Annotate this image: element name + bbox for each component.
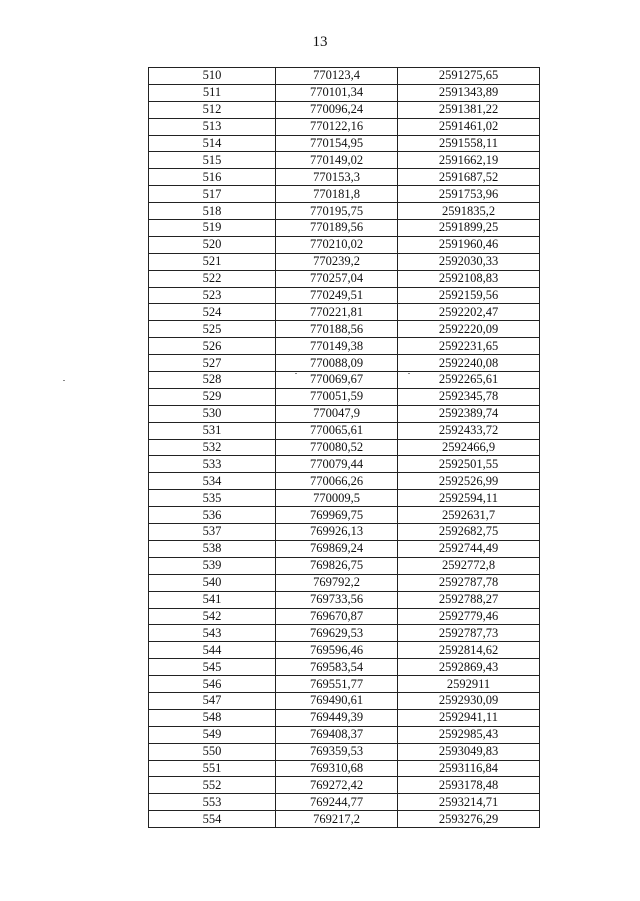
y-coordinate-cell: 2593214,71 — [398, 794, 540, 811]
y-coordinate-cell: 2592788,27 — [398, 591, 540, 608]
point-number-cell: 517 — [149, 186, 276, 203]
table-row — [149, 540, 540, 557]
x-coordinate-cell: 770096,24 — [276, 101, 398, 118]
y-coordinate-cell: 2592030,33 — [398, 253, 540, 270]
x-coordinate-cell: 770221,81 — [276, 304, 398, 321]
table-row — [149, 186, 540, 203]
point-number-cell: 549 — [149, 726, 276, 743]
x-coordinate-cell: 769217,2 — [276, 811, 398, 828]
y-coordinate-cell: 2592772,8 — [398, 557, 540, 574]
point-number-cell: 540 — [149, 574, 276, 591]
table-row — [149, 811, 540, 828]
x-coordinate-cell: 770153,3 — [276, 169, 398, 186]
table-row — [149, 726, 540, 743]
x-coordinate-cell: 770249,51 — [276, 287, 398, 304]
point-number-cell: 535 — [149, 490, 276, 507]
x-coordinate-cell: 769272,42 — [276, 777, 398, 794]
table-row — [149, 236, 540, 253]
point-number-cell: 533 — [149, 456, 276, 473]
table-row — [149, 101, 540, 118]
table-row — [149, 574, 540, 591]
y-coordinate-cell: 2591343,89 — [398, 84, 540, 101]
scan-speck — [295, 373, 297, 374]
x-coordinate-cell: 769449,39 — [276, 709, 398, 726]
point-number-cell: 524 — [149, 304, 276, 321]
table-row — [149, 388, 540, 405]
table-row — [149, 490, 540, 507]
table-row — [149, 372, 540, 389]
table-row — [149, 287, 540, 304]
point-number-cell: 547 — [149, 692, 276, 709]
table-row — [149, 557, 540, 574]
y-coordinate-cell: 2591662,19 — [398, 152, 540, 169]
y-coordinate-cell: 2592787,73 — [398, 625, 540, 642]
table-row — [149, 676, 540, 693]
y-coordinate-cell: 2592682,75 — [398, 524, 540, 541]
y-coordinate-cell: 2591275,65 — [398, 68, 540, 85]
table-row — [149, 625, 540, 642]
point-number-cell: 538 — [149, 540, 276, 557]
y-coordinate-cell: 2592108,83 — [398, 270, 540, 287]
x-coordinate-cell: 770080,52 — [276, 439, 398, 456]
x-coordinate-cell: 770257,04 — [276, 270, 398, 287]
point-number-cell: 534 — [149, 473, 276, 490]
point-number-cell: 537 — [149, 524, 276, 541]
table-row — [149, 659, 540, 676]
x-coordinate-cell: 769969,75 — [276, 507, 398, 524]
table-row — [149, 794, 540, 811]
y-coordinate-cell: 2592466,9 — [398, 439, 540, 456]
point-number-cell: 522 — [149, 270, 276, 287]
y-coordinate-cell: 2593276,29 — [398, 811, 540, 828]
coordinates-table — [148, 67, 540, 828]
point-number-cell: 554 — [149, 811, 276, 828]
point-number-cell: 529 — [149, 388, 276, 405]
point-number-cell: 514 — [149, 135, 276, 152]
y-coordinate-cell: 2591381,22 — [398, 101, 540, 118]
table-row — [149, 355, 540, 372]
x-coordinate-cell: 770149,02 — [276, 152, 398, 169]
x-coordinate-cell: 770210,02 — [276, 236, 398, 253]
x-coordinate-cell: 770154,95 — [276, 135, 398, 152]
point-number-cell: 551 — [149, 760, 276, 777]
y-coordinate-cell: 2593116,84 — [398, 760, 540, 777]
x-coordinate-cell: 770195,75 — [276, 203, 398, 220]
x-coordinate-cell: 769670,87 — [276, 608, 398, 625]
point-number-cell: 518 — [149, 203, 276, 220]
point-number-cell: 511 — [149, 84, 276, 101]
y-coordinate-cell: 2592265,61 — [398, 372, 540, 389]
y-coordinate-cell: 2591461,02 — [398, 118, 540, 135]
x-coordinate-cell: 770189,56 — [276, 220, 398, 237]
x-coordinate-cell: 769629,53 — [276, 625, 398, 642]
x-coordinate-cell: 769310,68 — [276, 760, 398, 777]
point-number-cell: 523 — [149, 287, 276, 304]
x-coordinate-cell: 769244,77 — [276, 794, 398, 811]
y-coordinate-cell: 2592526,99 — [398, 473, 540, 490]
y-coordinate-cell: 2592389,74 — [398, 405, 540, 422]
point-number-cell: 526 — [149, 338, 276, 355]
y-coordinate-cell: 2591835,2 — [398, 203, 540, 220]
y-coordinate-cell: 2591753,96 — [398, 186, 540, 203]
y-coordinate-cell: 2592985,43 — [398, 726, 540, 743]
table-row — [149, 135, 540, 152]
table-row — [149, 169, 540, 186]
table-row — [149, 68, 540, 85]
table-row — [149, 405, 540, 422]
y-coordinate-cell: 2592631,7 — [398, 507, 540, 524]
table-row — [149, 642, 540, 659]
table-row — [149, 591, 540, 608]
y-coordinate-cell: 2592787,78 — [398, 574, 540, 591]
point-number-cell: 516 — [149, 169, 276, 186]
x-coordinate-cell: 769926,13 — [276, 524, 398, 541]
table-row — [149, 152, 540, 169]
point-number-cell: 530 — [149, 405, 276, 422]
point-number-cell: 521 — [149, 253, 276, 270]
table-row — [149, 608, 540, 625]
x-coordinate-cell: 770188,56 — [276, 321, 398, 338]
x-coordinate-cell: 770079,44 — [276, 456, 398, 473]
point-number-cell: 544 — [149, 642, 276, 659]
y-coordinate-cell: 2592869,43 — [398, 659, 540, 676]
point-number-cell: 512 — [149, 101, 276, 118]
point-number-cell: 550 — [149, 743, 276, 760]
y-coordinate-cell: 2592779,46 — [398, 608, 540, 625]
x-coordinate-cell: 769792,2 — [276, 574, 398, 591]
point-number-cell: 536 — [149, 507, 276, 524]
x-coordinate-cell: 770122,16 — [276, 118, 398, 135]
point-number-cell: 546 — [149, 676, 276, 693]
x-coordinate-cell: 769596,46 — [276, 642, 398, 659]
table-row — [149, 473, 540, 490]
table-row — [149, 203, 540, 220]
table-row — [149, 84, 540, 101]
y-coordinate-cell: 2592202,47 — [398, 304, 540, 321]
x-coordinate-cell: 770065,61 — [276, 422, 398, 439]
x-coordinate-cell: 770181,8 — [276, 186, 398, 203]
y-coordinate-cell: 2591687,52 — [398, 169, 540, 186]
table-row — [149, 524, 540, 541]
x-coordinate-cell: 770047,9 — [276, 405, 398, 422]
point-number-cell: 510 — [149, 68, 276, 85]
y-coordinate-cell: 2592744,49 — [398, 540, 540, 557]
x-coordinate-cell: 770088,09 — [276, 355, 398, 372]
table-row — [149, 304, 540, 321]
x-coordinate-cell: 769359,53 — [276, 743, 398, 760]
table-row — [149, 321, 540, 338]
x-coordinate-cell: 770123,4 — [276, 68, 398, 85]
table-row — [149, 709, 540, 726]
y-coordinate-cell: 2592930,09 — [398, 692, 540, 709]
y-coordinate-cell: 2592159,56 — [398, 287, 540, 304]
x-coordinate-cell: 770051,59 — [276, 388, 398, 405]
table-row — [149, 439, 540, 456]
point-number-cell: 543 — [149, 625, 276, 642]
table-row — [149, 692, 540, 709]
y-coordinate-cell: 2592433,72 — [398, 422, 540, 439]
table-row — [149, 422, 540, 439]
y-coordinate-cell: 2592911 — [398, 676, 540, 693]
y-coordinate-cell: 2591960,46 — [398, 236, 540, 253]
y-coordinate-cell: 2592501,55 — [398, 456, 540, 473]
x-coordinate-cell: 769490,61 — [276, 692, 398, 709]
table-row — [149, 220, 540, 237]
point-number-cell: 539 — [149, 557, 276, 574]
table-row — [149, 760, 540, 777]
y-coordinate-cell: 2591899,25 — [398, 220, 540, 237]
table-row — [149, 743, 540, 760]
point-number-cell: 545 — [149, 659, 276, 676]
y-coordinate-cell: 2591558,11 — [398, 135, 540, 152]
table-row — [149, 270, 540, 287]
x-coordinate-cell: 769733,56 — [276, 591, 398, 608]
point-number-cell: 527 — [149, 355, 276, 372]
scan-speck — [63, 380, 65, 381]
y-coordinate-cell: 2593049,83 — [398, 743, 540, 760]
y-coordinate-cell: 2592594,11 — [398, 490, 540, 507]
y-coordinate-cell: 2592941,11 — [398, 709, 540, 726]
point-number-cell: 532 — [149, 439, 276, 456]
table-row — [149, 118, 540, 135]
point-number-cell: 548 — [149, 709, 276, 726]
x-coordinate-cell: 770239,2 — [276, 253, 398, 270]
table-row — [149, 777, 540, 794]
x-coordinate-cell: 770009,5 — [276, 490, 398, 507]
y-coordinate-cell: 2592231,65 — [398, 338, 540, 355]
point-number-cell: 515 — [149, 152, 276, 169]
point-number-cell: 541 — [149, 591, 276, 608]
y-coordinate-cell: 2592220,09 — [398, 321, 540, 338]
table-row — [149, 507, 540, 524]
point-number-cell: 531 — [149, 422, 276, 439]
x-coordinate-cell: 770066,26 — [276, 473, 398, 490]
y-coordinate-cell: 2593178,48 — [398, 777, 540, 794]
x-coordinate-cell: 770149,38 — [276, 338, 398, 355]
x-coordinate-cell: 769408,37 — [276, 726, 398, 743]
point-number-cell: 525 — [149, 321, 276, 338]
point-number-cell: 528 — [149, 372, 276, 389]
point-number-cell: 553 — [149, 794, 276, 811]
point-number-cell: 519 — [149, 220, 276, 237]
point-number-cell: 542 — [149, 608, 276, 625]
table-row — [149, 338, 540, 355]
table-row — [149, 253, 540, 270]
x-coordinate-cell: 769869,24 — [276, 540, 398, 557]
y-coordinate-cell: 2592814,62 — [398, 642, 540, 659]
x-coordinate-cell: 769583,54 — [276, 659, 398, 676]
scan-speck — [408, 373, 410, 374]
point-number-cell: 520 — [149, 236, 276, 253]
page-number: 13 — [312, 34, 328, 50]
coordinates-table-body — [149, 68, 540, 828]
x-coordinate-cell: 770069,67 — [276, 372, 398, 389]
y-coordinate-cell: 2592240,08 — [398, 355, 540, 372]
point-number-cell: 513 — [149, 118, 276, 135]
x-coordinate-cell: 769551,77 — [276, 676, 398, 693]
table-row — [149, 456, 540, 473]
y-coordinate-cell: 2592345,78 — [398, 388, 540, 405]
x-coordinate-cell: 769826,75 — [276, 557, 398, 574]
x-coordinate-cell: 770101,34 — [276, 84, 398, 101]
point-number-cell: 552 — [149, 777, 276, 794]
